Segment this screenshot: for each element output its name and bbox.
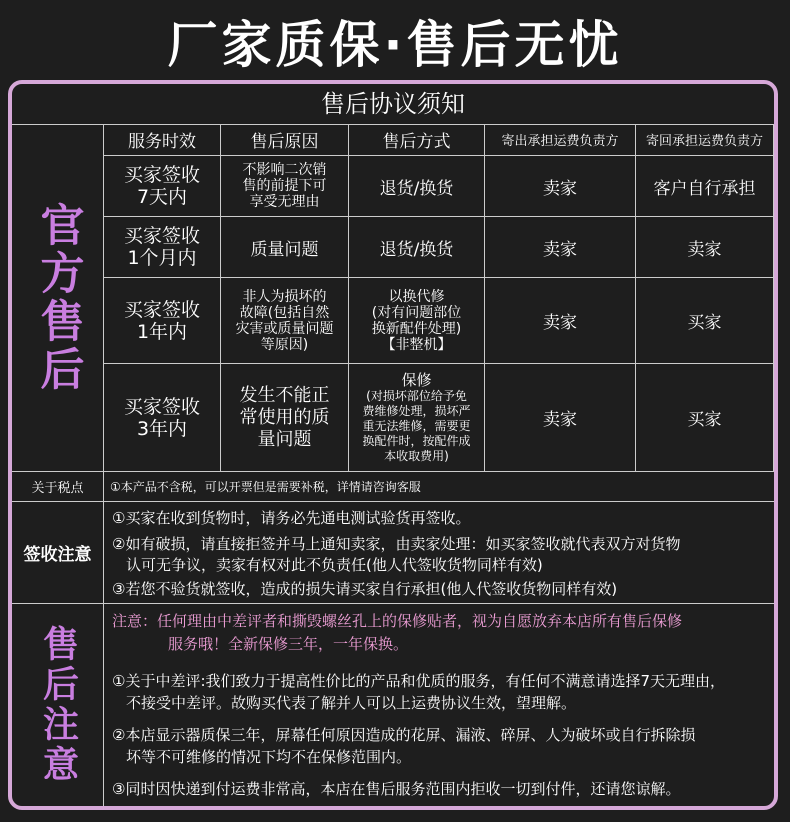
col-header-send-fee: 寄出承担运费负责方 [485,124,636,156]
side-label-cell [12,124,104,472]
table-row-1-reason: 不影响二次销 售的前提下可 享受无理由 [221,156,349,217]
tax-label: 关于税点 [12,472,104,502]
table-row-1-return-fee: 客户自行承担 [636,156,774,217]
after-sales-line-2: 不接受中差评。故购买代表了解并人可以上运费协议生效，望理解。 [126,694,577,712]
table-row-3-send-fee: 卖家 [485,278,636,364]
receipt-line-1: ①买家在收到货物时，请务必先通电测试验货再签收。 [112,509,471,527]
col-header-method: 售后方式 [349,124,485,156]
table-row-4-reason: 发生不能正 常使用的质 量问题 [221,364,349,472]
after-sales-line-5: ③同时因快递到付运费非常高，本店在售后服务范围内拒收一切到付件，还请您谅解。 [112,780,681,798]
col-header-return-fee: 寄回承担运费负责方 [636,124,774,156]
after-sales-line-4: 坏等不可维修的情况下均不在保修范围内。 [126,748,412,766]
table-row-2-method: 退货/换货 [349,217,485,278]
receipt-label: 签收注意 [12,502,104,604]
after-sales-notice-2: 服务哦！全新保修三年，一年保换。 [168,635,409,653]
col-header-reason: 售后原因 [221,124,349,156]
table-row-2-send-fee: 卖家 [485,217,636,278]
table-row-1-period: 买家签收 7天内 [104,156,221,217]
table-row-1-send-fee: 卖家 [485,156,636,217]
table-row-4-method: 保修 (对损坏部位给予免 费维修处理，损坏严 重无法维修，需要更 换配件时，按配件成 本收取费用) [349,364,485,472]
side-label-official: 官方售后 [32,201,84,394]
after-sales-label-cell [12,604,104,806]
col-header-period: 服务时效 [104,124,221,156]
receipt-line-3: 认可无争议，卖家有权对此不负责任(他人代签收货物同样有效) [126,556,543,574]
table-row-3-reason: 非人为损坏的 故障(包括自然 灾害或质量问题 等原因) [221,278,349,364]
after-sales-label: 售后注意 [37,625,79,785]
table-row-3-return-fee: 买家 [636,278,774,364]
receipt-notes [104,502,774,604]
table-title: 售后协议须知 [12,84,774,125]
agreement-frame [8,80,778,810]
after-sales-notes [104,604,774,806]
page-title: 厂家质保·售后无忧 [167,16,623,74]
table-row-3-period: 买家签收 1年内 [104,278,221,364]
table-row-3-method: 以换代修 (对有问题部位 换新配件处理) 【非整机】 [349,278,485,364]
table-row-4-return-fee: 买家 [636,364,774,472]
receipt-line-4: ③若您不验货就签收，造成的损失请买家自行承担(他人代签收货物同样有效) [112,580,618,598]
after-sales-line-3: ②本店显示器质保三年，屏幕任何原因造成的花屏、漏液、碎屏、人为破坏或自行拆除损 [112,726,696,744]
table-row-2-reason: 质量问题 [221,217,349,278]
after-sales-notice-1: 注意：任何理由中差评者和撕毁螺丝孔上的保修贴者，视为自愿放弃本店所有售后保修 [112,612,683,630]
table-row-2-return-fee: 卖家 [636,217,774,278]
table-row-4-send-fee: 卖家 [485,364,636,472]
table-row-4-period: 买家签收 3年内 [104,364,221,472]
table-row-1-method: 退货/换货 [349,156,485,217]
table-row-2-period: 买家签收 1个月内 [104,217,221,278]
receipt-line-2: ②如有破损，请直接拒签并马上通知卖家，由卖家处理：如买家签收就代表双方对货物 [112,535,681,553]
tax-text: ①本产品不含税，可以开票但是需要补税，详情请咨询客服 [104,472,774,502]
after-sales-line-1: ①关于中差评:我们致力于提高性价比的产品和优质的服务，有任何不满意请选择7天无理由， [112,672,726,690]
